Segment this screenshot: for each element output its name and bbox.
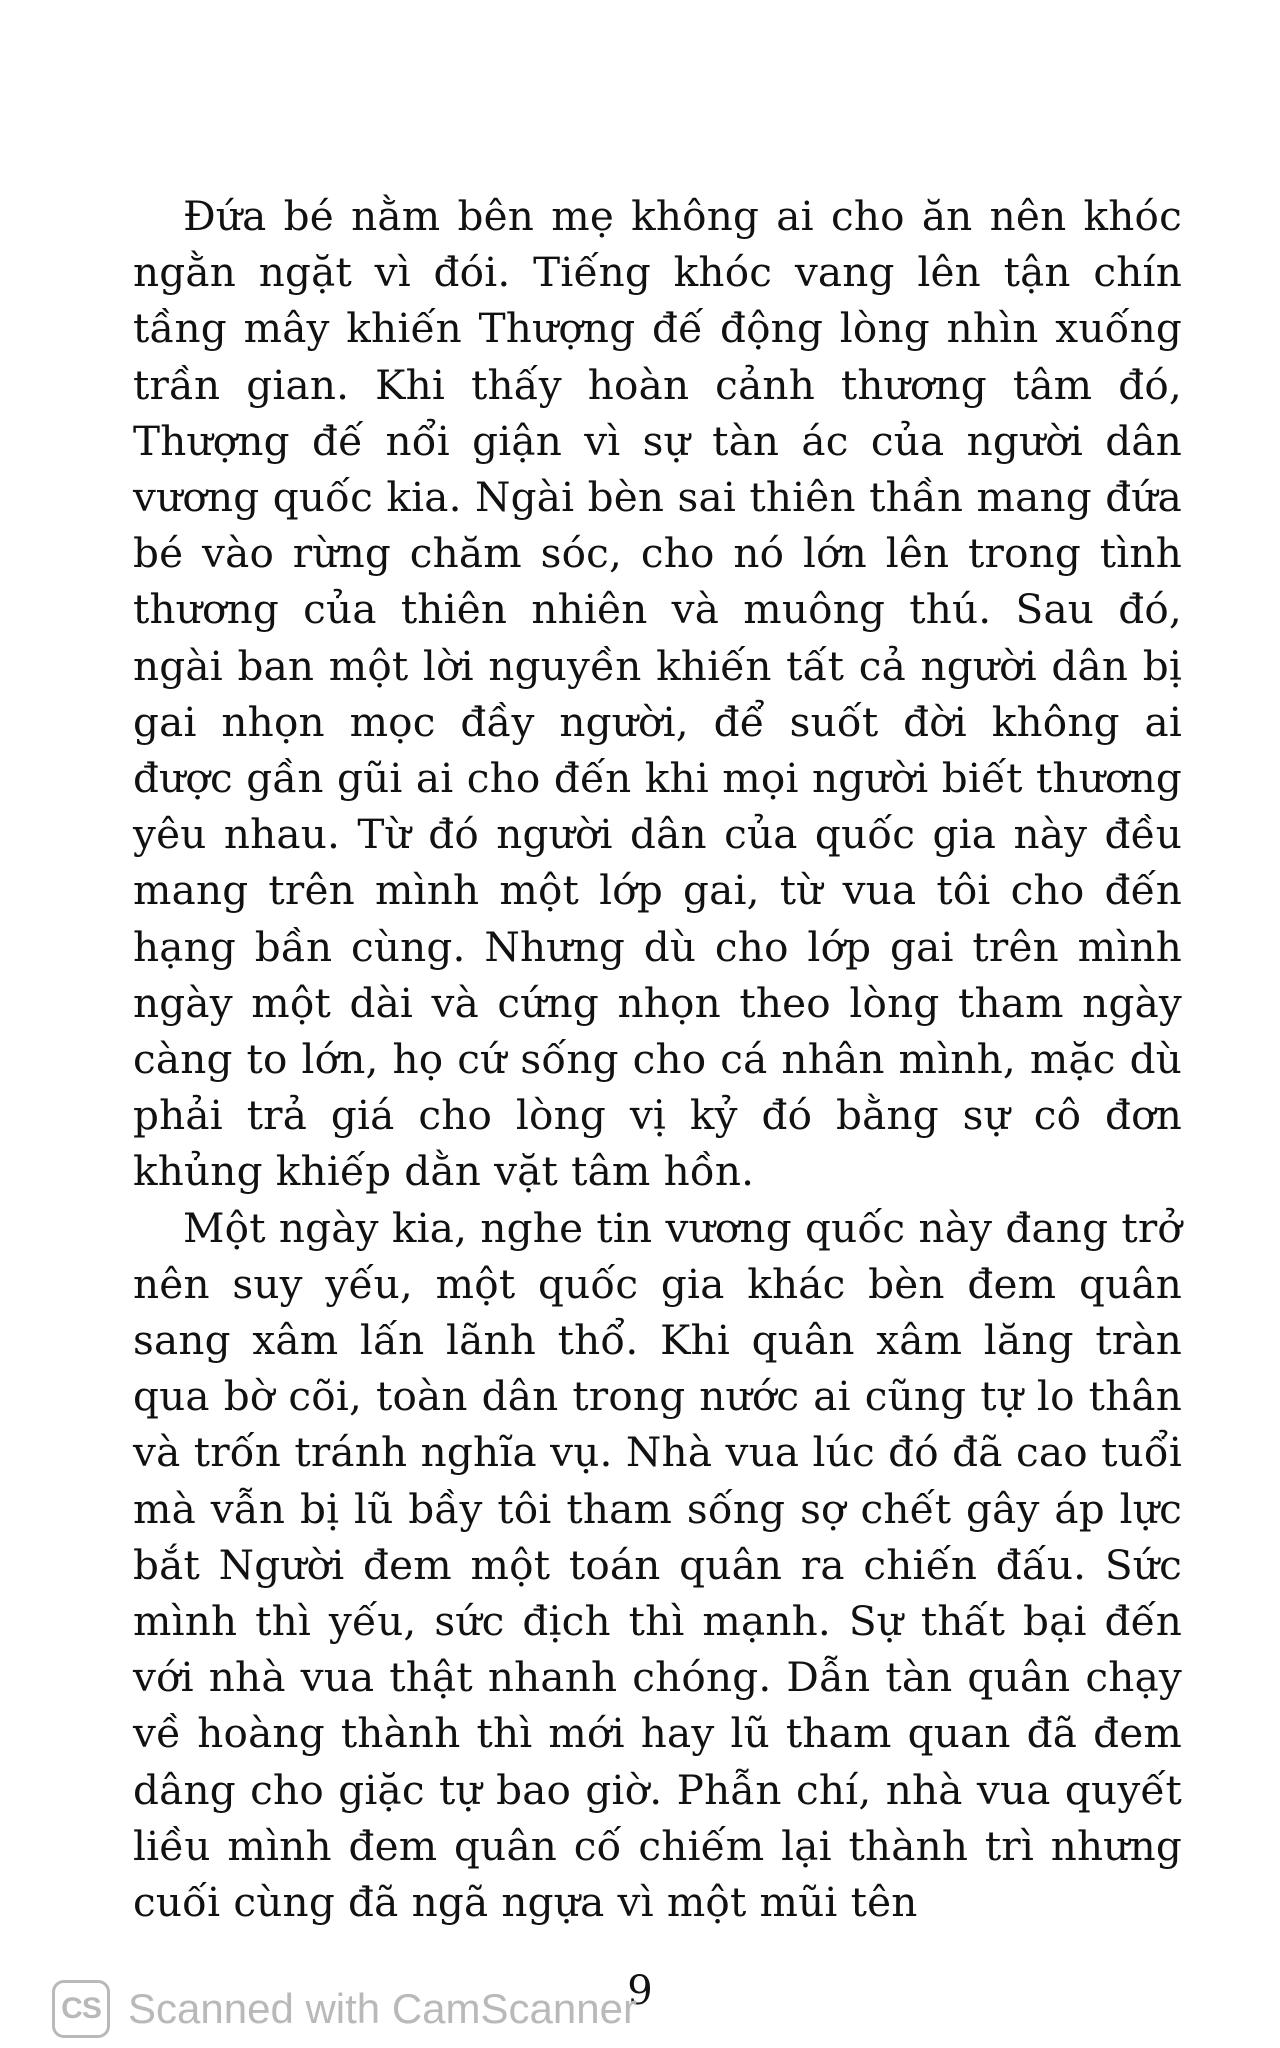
body-text	[133, 188, 1182, 1930]
page-number: 9	[627, 1968, 653, 2014]
paragraph-1: Đứa bé nằm bên mẹ không ai cho ăn nên khóc ngằn ngặt vì đói. Tiếng khóc vang lên tận chín tầng mây khiến Thượng đế động lòng nhìn xuống trần gian. Khi thấy hoàn cảnh thương tâm đó, Thượng đế nổi giận vì sự tàn ác của người dân vương quốc kia. Ngài bèn sai thiên thần mang đứa bé vào rừng chăm sóc, cho nó lớn lên trong tình thương của thiên nhiên và muông thú. Sau đó, ngài ban một lời nguyền khiến tất cả người dân bị gai nhọn mọc đầy người, để suốt đời không ai được gần gũi ai cho đến khi mọi người biết thương yêu nhau. Từ đó người dân của quốc gia này đều mang trên mình một lớp gai, từ vua tôi cho đến hạng bần cùng. Nhưng dù cho lớp gai trên mình ngày một dài và cứng nhọn theo lòng tham ngày càng to lớn, họ cứ sống cho cá nhân mình, mặc dù phải trả giá cho lòng vị kỷ đó bằng sự cô đơn khủng khiếp dằn vặt tâm hồn.	[133, 192, 1182, 1196]
camscanner-logo-icon: CS	[52, 1980, 110, 2038]
camscanner-watermark	[52, 1980, 637, 2038]
paragraph-2: Một ngày kia, nghe tin vương quốc này đang trở nên suy yếu, một quốc gia khác bèn đem quân sang xâm lấn lãnh thổ. Khi quân xâm lăng tràn qua bờ cõi, toàn dân trong nước ai cũng tự lo thân và trốn tránh nghĩa vụ. Nhà vua lúc đó đã cao tuổi mà vẫn bị lũ bầy tôi tham sống sợ chết gây áp lực bắt Người đem một toán quân ra chiến đấu. Sức mình thì yếu, sức địch thì mạnh. Sự thất bại đến với nhà vua thật nhanh chóng. Dẫn tàn quân chạy về hoàng thành thì mới hay lũ tham quan đã đem dâng cho giặc tự bao giờ. Phẫn chí, nhà vua quyết liều mình đem quân cố chiếm lại thành trì nhưng cuối cùng đã ngã ngựa vì một mũi tên	[133, 1203, 1182, 1927]
watermark-text: Scanned with CamScanner	[128, 1985, 637, 2032]
